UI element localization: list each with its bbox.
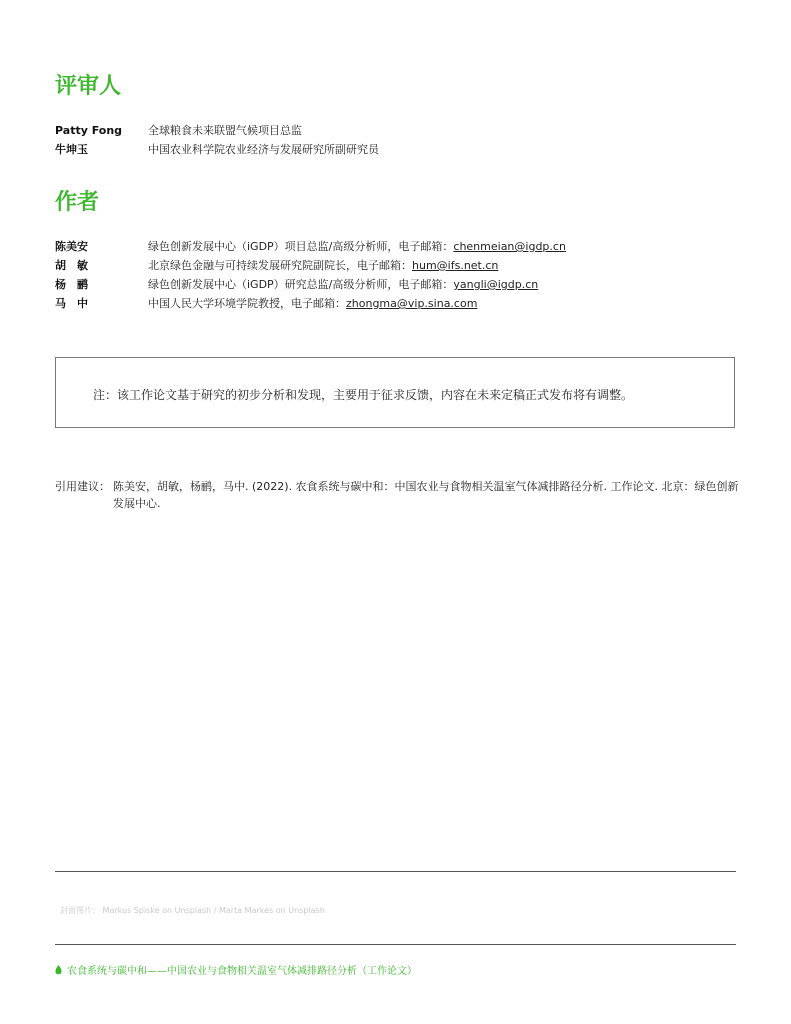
author-desc: 绿色创新发展中心（iGDP）研究总监/高级分析师，电子邮箱：yangli@igdp.cn [148, 278, 539, 291]
reviewer-name: 牛坤玉 [55, 143, 88, 156]
footer [55, 962, 417, 977]
note-text: 注：该工作论文基于研究的初步分析和发现，主要用于征求反馈，内容在未来定稿正式发布将有调整。 [93, 388, 634, 402]
reviewer-desc: 中国农业科学院农业经济与发展研究所副研究员 [148, 143, 379, 156]
citation [55, 478, 740, 512]
photo-credit: 封面图片： Markus Spiske on Unsplash / Marta Markes on Unsplash [60, 906, 325, 915]
author-email-link[interactable]: zhongma@vip.sina.com [346, 297, 478, 310]
author-desc: 中国人民大学环境学院教授，电子邮箱：zhongma@vip.sina.com [148, 297, 478, 310]
author-desc: 绿色创新发展中心（iGDP）项目总监/高级分析师，电子邮箱：chenmeian@igdp.cn [148, 240, 566, 253]
reviewers-heading: 评审人 [55, 74, 122, 99]
author-name: 杨 鹂 [55, 278, 88, 291]
reviewer-desc: 全球粮食未来联盟气候项目总监 [148, 124, 302, 137]
citation-label: 引用建议： [55, 480, 110, 493]
citation-text: 陈美安，胡敏，杨鹂，马中. (2022). 农食系统与碳中和：中国农业与食物相关温室气体减排路径分析. 工作论文. 北京：绿色创新发展中心. [113, 480, 739, 510]
author-name: 陈美安 [55, 240, 88, 253]
author-name: 胡 敏 [55, 259, 88, 272]
author-email-link[interactable]: hum@ifs.net.cn [412, 259, 499, 272]
author-email-link[interactable]: chenmeian@igdp.cn [453, 240, 566, 253]
divider [55, 944, 736, 945]
author-email-link[interactable]: yangli@igdp.cn [453, 278, 539, 291]
author-name: 马 中 [55, 297, 88, 310]
author-desc: 北京绿色金融与可持续发展研究院副院长，电子邮箱：hum@ifs.net.cn [148, 259, 499, 272]
note-box [55, 357, 735, 428]
reviewer-name: Patty Fong [55, 124, 123, 137]
authors-heading: 作者 [55, 190, 100, 215]
footer-title: 农食系统与碳中和——中国农业与食物相关温室气体减排路径分析（工作论文） [67, 966, 417, 977]
divider [55, 871, 736, 872]
leaf-icon [55, 965, 62, 975]
